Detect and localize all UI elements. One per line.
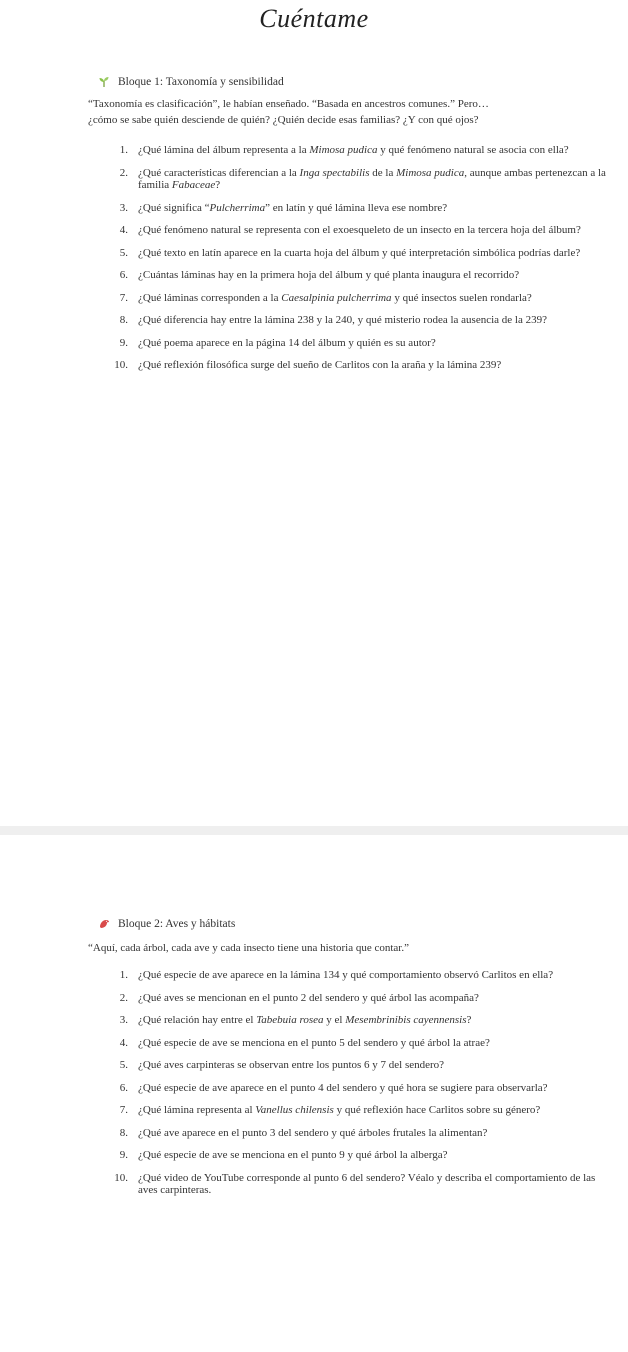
question-number: 6. xyxy=(119,1081,128,1094)
question-item xyxy=(112,1014,608,1027)
question-text: ? xyxy=(215,179,221,191)
question-text: ¿Qué texto en latín aparece en la cuarta hoja del álbum y qué interpretación simbólica podrías darle? xyxy=(138,246,581,259)
question-scientific-name: Vanellus chilensis xyxy=(255,1104,334,1116)
question-text: y qué insectos suelen rondarla? xyxy=(391,291,532,304)
question-text: ¿Qué aves se mencionan en el punto 2 del sendero y qué árbol las acompaña? xyxy=(138,991,479,1004)
question-scientific-name: Caesalpinia pulcherrima xyxy=(281,291,392,304)
question-text: ? xyxy=(466,1014,472,1026)
question-number: 8. xyxy=(119,314,128,326)
question-text: ¿Cuántas láminas hay en la primera hoja del álbum y qué planta inaugura el recorrido? xyxy=(138,269,520,281)
question-item xyxy=(112,1059,608,1072)
question-number: 3. xyxy=(119,1014,128,1026)
question-scientific-name: Inga spectabilis xyxy=(299,166,370,179)
question-number: 10. xyxy=(114,1171,128,1184)
question-number: 7. xyxy=(119,1104,128,1116)
question-item xyxy=(112,1104,608,1117)
question-text: ¿Qué fenómeno natural se representa con el exoesqueleto de un insecto en la tercera hoja del álbum? xyxy=(138,224,581,236)
block-1-heading-text: Bloque 1: Taxonomía y sensibilidad xyxy=(118,76,284,88)
question-text: ¿Qué relación hay entre el xyxy=(138,1014,257,1026)
block-1-heading xyxy=(98,76,284,88)
question-item xyxy=(112,969,608,982)
question-scientific-name: Mimosa pudica xyxy=(309,144,378,156)
question-text: ¿Qué aves carpinteras se observan entre los puntos 6 y 7 del sendero? xyxy=(138,1059,445,1071)
block-1-intro-line-2: ¿cómo se sabe quién desciende de quién? ¿Quién decide esas familias? ¿Y con qué ojos? xyxy=(88,114,479,126)
page-title: Cuéntame xyxy=(259,4,369,33)
question-text: ¿Qué láminas corresponden a la xyxy=(138,291,282,304)
question-number: 1. xyxy=(119,144,128,156)
question-item xyxy=(112,202,608,215)
question-item xyxy=(112,1037,608,1050)
question-item xyxy=(112,1149,608,1162)
question-item xyxy=(112,292,608,305)
question-item xyxy=(112,167,608,192)
question-text: ¿Qué significa “ xyxy=(138,201,210,214)
question-number: 3. xyxy=(119,201,128,214)
question-text: ¿Qué ave aparece en el punto 3 del sendero y qué árboles frutales la alimentan? xyxy=(138,1126,488,1139)
question-scientific-name: Pulcherrima xyxy=(209,201,266,214)
question-item xyxy=(112,224,608,237)
question-item xyxy=(112,1082,608,1095)
question-item xyxy=(112,144,608,157)
question-item xyxy=(112,247,608,260)
question-scientific-name: Fabaceae xyxy=(171,179,216,191)
bird-icon xyxy=(98,918,110,930)
question-text: y el xyxy=(323,1014,346,1026)
block-1-intro-line-1: “Taxonomía es clasificación”, le habían enseñado. “Basada en ancestros comunes.” Pero… xyxy=(88,98,489,110)
block-2-heading xyxy=(98,918,235,930)
question-number: 7. xyxy=(119,291,128,304)
question-text: ¿Qué lámina representa al xyxy=(138,1104,256,1116)
question-number: 2. xyxy=(119,166,128,179)
question-number: 4. xyxy=(119,224,128,236)
question-scientific-name: Mesembrinibis cayennensis xyxy=(345,1014,467,1026)
question-text: ¿Qué especie de ave aparece en el punto 4 del sendero y qué hora se sugiere para observarla? xyxy=(138,1081,548,1094)
question-text: ¿Qué características diferencian a la xyxy=(138,166,300,179)
question-scientific-name: Mimosa pudica xyxy=(396,166,465,179)
question-item xyxy=(112,992,608,1005)
question-item xyxy=(112,1127,608,1140)
question-text: ¿Qué video de YouTube corresponde al punto 6 del sendero? Véalo y describa el comportamiento de las aves carpinteras. xyxy=(138,1171,596,1196)
sprout-icon xyxy=(98,76,110,88)
question-item xyxy=(112,337,608,350)
question-number: 2. xyxy=(119,991,128,1004)
question-number: 5. xyxy=(119,1059,128,1071)
block-1-intro xyxy=(88,96,608,128)
question-text: ¿Qué especie de ave aparece en la lámina 134 y qué comportamiento observó Carlitos en ella? xyxy=(138,969,554,981)
question-text: y qué reflexión hace Carlitos sobre su género? xyxy=(333,1104,541,1116)
question-item xyxy=(112,314,608,327)
question-text: ¿Qué especie de ave se menciona en el punto 9 y qué árbol la alberga? xyxy=(138,1149,448,1161)
question-text: de la xyxy=(369,166,397,179)
block-2-question-list xyxy=(112,969,608,1207)
question-number: 8. xyxy=(119,1126,128,1139)
block-2-intro-line-1: “Aquí, cada árbol, cada ave y cada insecto tiene una historia que contar.” xyxy=(88,942,409,954)
question-number: 10. xyxy=(114,359,128,371)
question-scientific-name: Tabebuia rosea xyxy=(256,1014,324,1026)
page-separator xyxy=(0,826,628,835)
block-1-question-list xyxy=(112,144,608,382)
question-number: 5. xyxy=(119,246,128,259)
question-number: 6. xyxy=(119,269,128,281)
question-text: ¿Qué especie de ave se menciona en el punto 5 del sendero y qué árbol la atrae? xyxy=(138,1036,490,1049)
question-text: ¿Qué diferencia hay entre la lámina 238 y la 240, y qué misterio rodea la ausencia de la 239? xyxy=(138,314,547,326)
block-2-heading-text: Bloque 2: Aves y hábitats xyxy=(118,918,236,930)
question-number: 1. xyxy=(119,969,128,981)
question-text: ” en latín y qué lámina lleva ese nombre? xyxy=(265,201,448,214)
question-text: , aunque ambas pertenezcan a la familia xyxy=(138,166,606,191)
question-number: 9. xyxy=(119,336,128,349)
block-2-intro xyxy=(88,940,608,956)
question-item xyxy=(112,359,608,372)
question-text: ¿Qué lámina del álbum representa a la xyxy=(138,144,310,156)
question-text: ¿Qué poema aparece en la página 14 del álbum y quién es su autor? xyxy=(138,336,436,349)
question-text: ¿Qué reflexión filosófica surge del sueño de Carlitos con la araña y la lámina 239? xyxy=(138,359,502,371)
question-number: 9. xyxy=(119,1149,128,1161)
question-text: y qué fenómeno natural se asocia con ella? xyxy=(377,144,569,156)
question-number: 4. xyxy=(119,1036,128,1049)
question-item xyxy=(112,1172,608,1197)
question-item xyxy=(112,269,608,282)
